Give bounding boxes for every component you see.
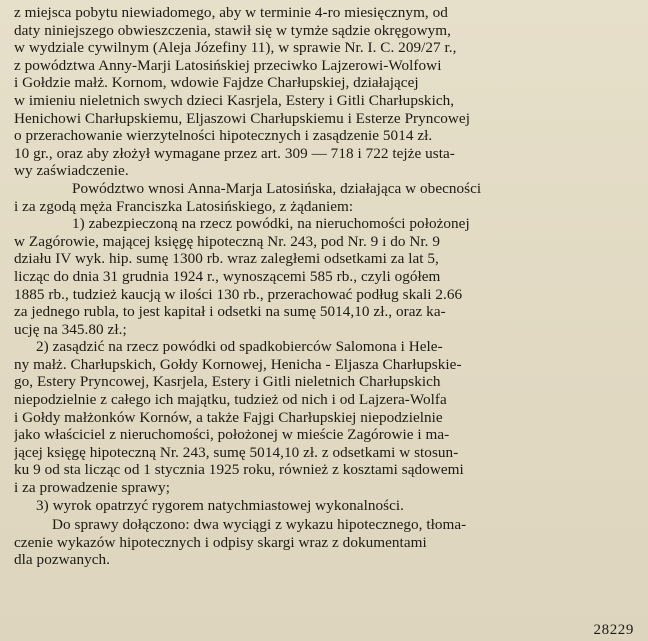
claim-paragraph-line: Powództwo wnosi Anna-Marja Latosińska, działająca w obecności — [72, 179, 482, 197]
attachments-line: Do sprawy dołączono: dwa wyciągi z wykazu hipotecznego, tłoma- — [52, 516, 467, 534]
intro-line: w wydziale cywilnym (Aleja Józefiny 11), w sprawie Nr. I. C. 209/27 r., — [14, 39, 457, 57]
attachments-line: dla pozwanych. — [14, 551, 111, 569]
attachments-line: czenie wykazów hipotecznych i odpisy skargi wraz z dokumentami — [14, 533, 427, 551]
claim-item-2-line: i za prowadzenie sprawy; — [14, 479, 170, 497]
claim-item-2-line: niepodzielnie z całego ich majątku, tudzież od nich i od Lajzera-Wolfa — [14, 391, 447, 409]
claim-item-2-line: jącej księgę hipoteczną Nr. 243, sumę 5014,10 zł. z odsetkami w stosun- — [14, 443, 459, 461]
claim-item-1-line: 1) zabezpieczoną na rzecz powódki, na nieruchomości położonej — [72, 215, 470, 233]
claim-item-1-line: ucję na 345.80 zł.; — [14, 320, 127, 338]
claim-item-2-line: ku 9 od sta licząc od 1 stycznia 1925 roku, również z kosztami sądowemi — [14, 461, 464, 479]
claim-item-1-line: licząc do dnia 31 grudnia 1924 r., wynoszącemi 585 rb., czyli ogółem — [14, 267, 441, 285]
intro-line: o przerachowanie wierzytelności hipotecznych i zasądzenie 5014 zł. — [14, 127, 433, 145]
intro-line: i Gołdzie małż. Kornom, wdowie Fajdze Charłupskiej, działającej — [14, 74, 419, 92]
intro-line: daty niniejszego obwieszczenia, stawił się w tymże sądzie okręgowym, — [14, 21, 451, 39]
claim-item-2-line: go, Estery Pryncowej, Kasrjela, Estery i Gitli nieletnich Charłupskich — [14, 373, 441, 391]
claim-item-1-line: 1885 rb., tudzież kaucją w ilości 130 rb., przerachować podług skali 2.66 — [14, 285, 463, 303]
claim-item-2-line: i Gołdy małżonków Kornów, a także Fajgi Charłupskiej niepodzielnie — [14, 408, 443, 426]
intro-line: w imieniu nieletnich swych dzieci Kasrjela, Estery i Gitli Charłupskich, — [14, 91, 455, 109]
claim-paragraph-line: i za zgodą męża Franciszka Latosińskiego, z żądaniem: — [14, 197, 354, 215]
intro-line: 10 gr., oraz aby złożył wymagane przez art. 309 — 718 i 722 tejże usta- — [14, 144, 455, 162]
claim-item-3-line: 3) wyrok opatrzyć rygorem natychmiastowej wykonalności. — [36, 496, 404, 514]
intro-line: Henichowi Charłupskiemu, Eljaszowi Charłupskiemu i Esterze Pryncowej — [14, 109, 470, 127]
intro-line: wy zaświadczenie. — [14, 162, 129, 180]
reference-number: 28229 — [593, 622, 634, 638]
claim-item-2-line: jako właściciel z nieruchomości, położonej w mieście Zagórowie i ma- — [14, 426, 450, 444]
claim-item-1-line: działu IV wyk. hip. sumę 1300 rb. wraz zaległemi odsetkami za lat 5, — [14, 250, 439, 268]
intro-line: z powództwa Anny-Marji Latosińskiej przeciwko Lajzerowi-Wolfowi — [14, 56, 442, 74]
claim-item-1-line: w Zagórowie, mającej księgę hipoteczną Nr. 243, pod Nr. 9 i do Nr. 9 — [14, 232, 441, 250]
claim-item-2-line: 2) zasądzić na rzecz powódki od spadkobierców Salomona i Hele- — [36, 338, 443, 356]
intro-line: z miejsca pobytu niewiadomego, aby w terminie 4-ro miesięcznym, od — [14, 4, 448, 21]
claim-item-1-line: za jednego rubla, to jest kapitał i odsetki na sumę 5014,10 zł., oraz ka- — [14, 303, 446, 321]
legal-notice-body — [14, 4, 638, 569]
claim-item-2-line: ny małż. Charłupskich, Gołdy Kornowej, Henicha - Eljasza Charłupskie- — [14, 355, 462, 373]
